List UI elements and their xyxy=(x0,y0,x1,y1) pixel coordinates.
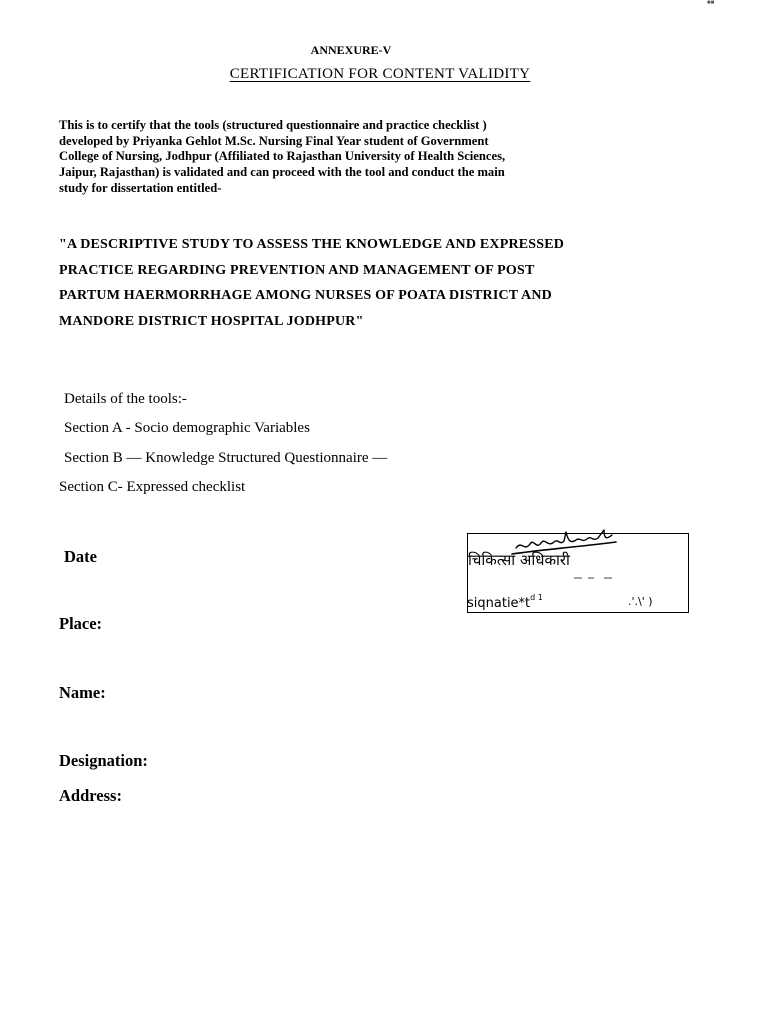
stamp-signature-main: siqnatie*t xyxy=(467,596,531,611)
intro-line: study for dissertation entitled- xyxy=(59,180,222,195)
place-label: Place: xyxy=(59,614,103,633)
annexure-label: ANNEXURE-V xyxy=(310,43,392,57)
stamp-faded-marks xyxy=(574,575,614,581)
tools-details-heading: Details of the tools:- xyxy=(64,391,187,407)
intro-line: developed by Priyanka Gehlot M.Sc. Nursing Final Year student of Government xyxy=(59,133,489,148)
stamp-designation-hindi: चिकित्सा अधिकारी xyxy=(468,551,570,569)
signature-stamp xyxy=(467,533,689,613)
section-b-text: Section B — Knowledge Structured Questionnaire — xyxy=(64,450,388,466)
section-c-text: Section C- Expressed checklist xyxy=(59,479,246,495)
name-label: Name: xyxy=(59,683,106,702)
corner-mark: ■■ xyxy=(707,0,715,6)
stamp-signature-tail: .'.\' ) xyxy=(628,595,653,608)
study-title-line: MANDORE DISTRICT HOSPITAL JODHPUR" xyxy=(59,314,364,330)
certificate-title-text: CERTIFICATION FOR CONTENT VALIDITY xyxy=(229,66,531,82)
study-title-line: PRACTICE REGARDING PREVENTION AND MANAGEMENT OF POST xyxy=(59,262,535,278)
intro-paragraph xyxy=(59,118,579,197)
stamp-signature-sup: d 1 xyxy=(530,593,543,602)
study-title-line: "A DESCRIPTIVE STUDY TO ASSESS THE KNOWLEDGE AND EXPRESSED xyxy=(59,237,565,252)
designation-label: Designation: xyxy=(59,751,148,770)
certificate-title xyxy=(0,66,760,83)
intro-line: Jaipur, Rajasthan) is validated and can proceed with the tool and conduct the main xyxy=(59,165,505,180)
section-a-text: Section A - Socio demographic Variables xyxy=(64,420,310,436)
intro-line: This is to certify that the tools (structured questionnaire and practice checklist ) xyxy=(59,118,487,132)
date-label: Date xyxy=(64,547,97,566)
study-title xyxy=(59,232,719,335)
address-label: Address: xyxy=(59,786,122,805)
stamp-signature-text xyxy=(467,593,543,611)
study-title-line: PARTUM HAERMORRHAGE AMONG NURSES OF POATA DISTRICT AND xyxy=(59,288,552,304)
intro-line: College of Nursing, Jodhpur (Affiliated to Rajasthan University of Health Sciences, xyxy=(59,149,506,164)
